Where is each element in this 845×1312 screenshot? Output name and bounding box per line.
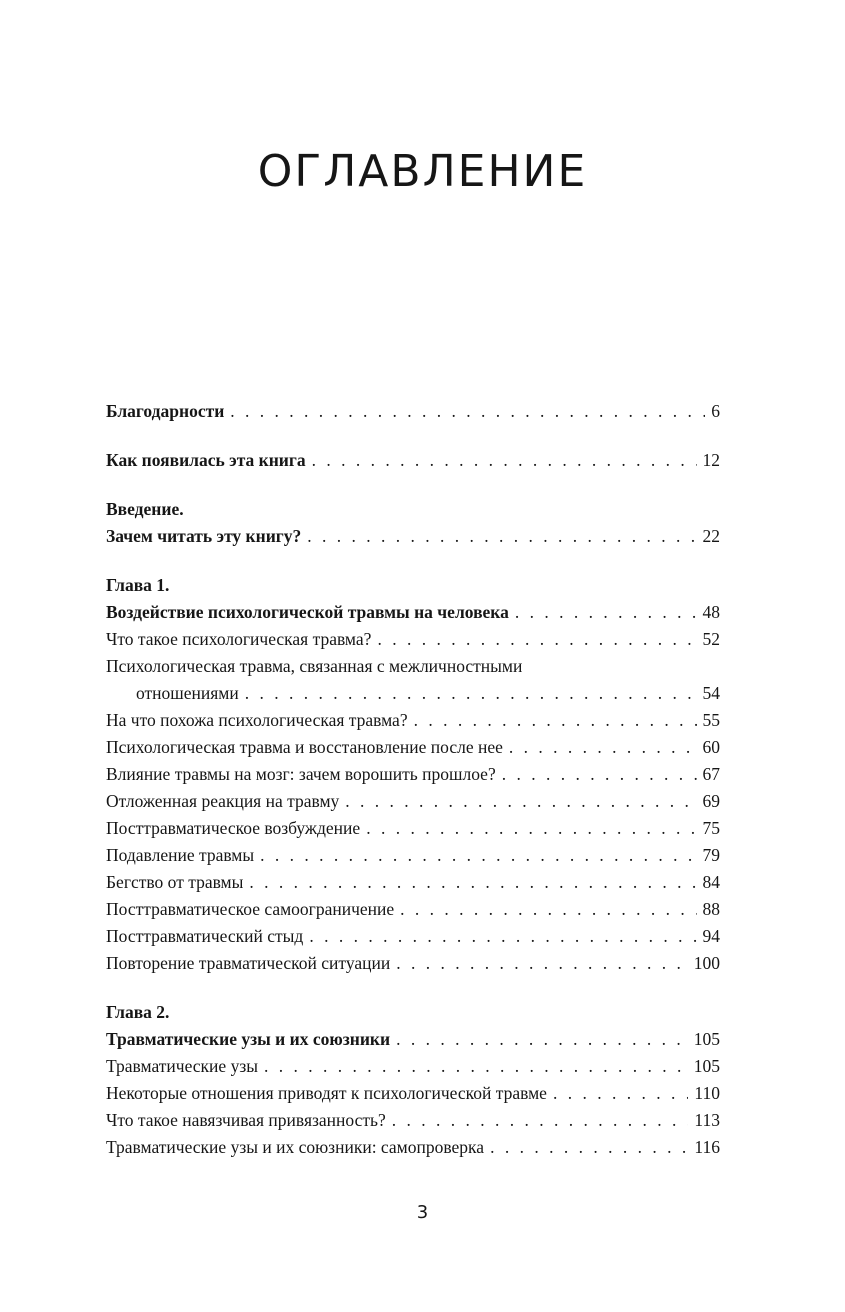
toc-entry-page: 55: [702, 710, 720, 730]
toc-entry-title: Отложенная реакция на травму: [106, 791, 340, 811]
toc-entry-page: 69: [702, 791, 720, 811]
toc-entry-first-line[interactable]: [106, 653, 720, 680]
toc-entry-title: На что похожа психологическая травма?: [106, 710, 408, 730]
dot-leader: [230, 398, 705, 425]
toc-entry-title: Травматические узы: [106, 1056, 258, 1076]
toc-chapter-label: [106, 572, 720, 599]
toc-chapter-label: [106, 999, 720, 1026]
toc-entry-page: 110: [694, 1083, 720, 1103]
toc-entry-title: Что такое психологическая травма?: [106, 629, 372, 649]
toc-entry-page: 88: [702, 899, 720, 919]
toc-entry-title: Бегство от травмы: [106, 872, 244, 892]
dot-leader: [249, 869, 696, 896]
dot-leader: [392, 1107, 689, 1134]
toc-entry-title: Посттравматический стыд: [106, 926, 304, 946]
toc-entry-page: 105: [693, 1029, 720, 1049]
toc-entry-title: Психологическая травма, связанная с межличностными: [106, 656, 523, 676]
toc-entry-page: 94: [702, 926, 720, 946]
toc-entry-page: 12: [702, 450, 720, 470]
toc-section-label: [106, 496, 720, 523]
dot-leader: [245, 680, 697, 707]
table-of-contents: [106, 398, 720, 1183]
toc-entry-title: Как появилась эта книга: [106, 450, 306, 470]
toc-section-origin: [106, 447, 720, 474]
toc-entry-page: 79: [702, 845, 720, 865]
dot-leader: [553, 1080, 688, 1107]
toc-entry-page: 60: [702, 737, 720, 757]
toc-label-text: Глава 2.: [106, 1002, 170, 1022]
toc-chapter-title[interactable]: [106, 599, 720, 626]
toc-entry[interactable]: [106, 707, 720, 734]
toc-entry-title: Воздействие психологической травмы на человека: [106, 602, 509, 622]
toc-entry-title: Психологическая травма и восстановление после нее: [106, 737, 503, 757]
toc-entry-page: 48: [702, 602, 720, 622]
toc-entry-title: Благодарности: [106, 401, 225, 421]
toc-entry-page: 116: [694, 1137, 720, 1157]
toc-entry-page: 100: [693, 953, 720, 973]
toc-entry-title: Травматические узы и их союзники: [106, 1029, 391, 1049]
toc-entry-title: Подавление травмы: [106, 845, 255, 865]
toc-entry[interactable]: [106, 842, 720, 869]
toc-entry-page: 52: [702, 629, 720, 649]
toc-entry-page: 54: [702, 683, 720, 703]
toc-label-text: Глава 1.: [106, 575, 170, 595]
toc-entry-page: 22: [702, 526, 720, 546]
dot-leader: [309, 923, 696, 950]
toc-label-text: Введение.: [106, 499, 184, 519]
dot-leader: [264, 1053, 688, 1080]
toc-entry-title: Травматические узы и их союзники: самопроверка: [106, 1137, 485, 1157]
toc-entry[interactable]: [106, 761, 720, 788]
dot-leader: [400, 896, 696, 923]
toc-entry[interactable]: [106, 1134, 720, 1161]
toc-entry[interactable]: [106, 398, 720, 425]
dot-leader: [307, 523, 696, 550]
dot-leader: [260, 842, 696, 869]
toc-entry[interactable]: [106, 815, 720, 842]
toc-entry-title: Зачем читать эту книгу?: [106, 526, 302, 546]
toc-entry-title: Посттравматическое самоограничение: [106, 899, 395, 919]
toc-entry-title-cont: отношениями: [136, 683, 239, 703]
toc-section-introduction: [106, 496, 720, 550]
dot-leader: [345, 788, 696, 815]
dot-leader: [502, 761, 697, 788]
toc-entry[interactable]: [106, 626, 720, 653]
toc-entry[interactable]: [106, 896, 720, 923]
dot-leader: [312, 447, 697, 474]
toc-entry[interactable]: [106, 950, 720, 977]
toc-entry-title: Посттравматическое возбуждение: [106, 818, 361, 838]
page-title: ОГЛАВЛЕНИЕ: [257, 146, 588, 197]
toc-section-acknowledgements: [106, 398, 720, 425]
dot-leader: [396, 950, 688, 977]
toc-entry-page: 6: [711, 401, 720, 421]
toc-entry[interactable]: [106, 523, 720, 550]
toc-entry-title: Повторение травматической ситуации: [106, 953, 391, 973]
toc-entry[interactable]: [106, 1107, 720, 1134]
toc-entry[interactable]: [106, 447, 720, 474]
toc-entry-page: 84: [702, 872, 720, 892]
toc-entry[interactable]: [106, 1080, 720, 1107]
dot-leader: [490, 1134, 688, 1161]
toc-entry-title: Что такое навязчивая привязанность?: [106, 1110, 386, 1130]
toc-entry-page: 75: [702, 818, 720, 838]
toc-entry[interactable]: [106, 788, 720, 815]
toc-entry-title: Некоторые отношения приводят к психологической травме: [106, 1083, 547, 1103]
dot-leader: [366, 815, 696, 842]
toc-chapter-title[interactable]: [106, 1026, 720, 1053]
dot-leader: [396, 1026, 688, 1053]
toc-entry-title: Влияние травмы на мозг: зачем ворошить прошлое?: [106, 764, 496, 784]
toc-section-chapter-1: [106, 572, 720, 977]
toc-entry[interactable]: [106, 734, 720, 761]
toc-entry-page: 67: [702, 764, 720, 784]
dot-leader: [414, 707, 697, 734]
toc-entry[interactable]: [106, 869, 720, 896]
toc-entry-page: 105: [693, 1056, 720, 1076]
toc-section-chapter-2: [106, 999, 720, 1161]
dot-leader: [515, 599, 697, 626]
toc-entry-continuation[interactable]: [106, 680, 720, 707]
toc-entry[interactable]: [106, 923, 720, 950]
toc-entry-page: 113: [694, 1110, 720, 1130]
page-number: 3: [416, 1202, 429, 1223]
dot-leader: [509, 734, 697, 761]
toc-entry[interactable]: [106, 1053, 720, 1080]
dot-leader: [377, 626, 696, 653]
